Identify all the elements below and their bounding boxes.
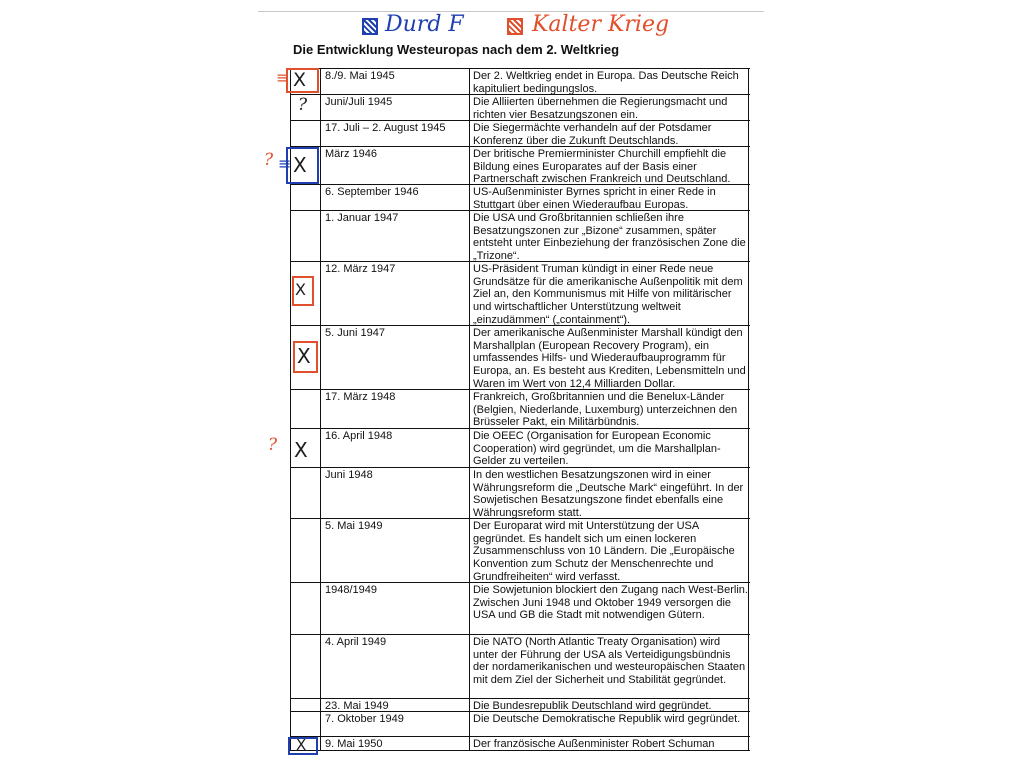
event-cell: In den westlichen Besatzungszonen wird in einer Währungsreform die „Deutsche Mark“ eingeführt. In der Sowjetischen Besatzungszone findet ebenfalls eine Währungsreform statt. bbox=[470, 468, 749, 518]
date-cell: 17. Juli – 2. August 1945 bbox=[321, 121, 470, 146]
mark-cell bbox=[291, 390, 321, 428]
event-cell: Der amerikanische Außenminister Marshall kündigt den Marshallplan (European Recovery Program), ein umfassendes Hilfs- und Wiederaufbauprogramm für Europa, an. Es besteht aus Krediten, Lebensmitteln und Waren im Wert von 12,4 Milliarden Dollar. bbox=[470, 326, 749, 389]
date-cell: 23. Mai 1949 bbox=[321, 699, 470, 711]
table-row bbox=[291, 583, 750, 635]
mark-cell bbox=[291, 185, 321, 210]
table-row bbox=[291, 429, 750, 468]
table-row bbox=[291, 262, 750, 326]
mark-cell bbox=[291, 583, 321, 634]
hatch-marks-icon: ≡ bbox=[276, 68, 290, 87]
date-cell: 17. März 1948 bbox=[321, 390, 470, 428]
event-cell: Der britische Premierminister Churchill empfiehlt die Bildung eines Europarates auf der Basis einer Partnerschaft zwischen Frankreich und Deutschland. bbox=[470, 147, 749, 184]
date-cell: 5. Mai 1949 bbox=[321, 519, 470, 582]
date-cell: 9. Mai 1950 bbox=[321, 737, 470, 750]
date-cell: 8./9. Mai 1945 bbox=[321, 69, 470, 94]
table-row bbox=[291, 185, 750, 211]
table-row bbox=[291, 519, 750, 583]
mark-cell bbox=[291, 468, 321, 518]
cross-mark-icon: X bbox=[297, 344, 311, 368]
mark-cell bbox=[291, 712, 321, 736]
date-cell: 4. April 1949 bbox=[321, 635, 470, 698]
date-cell: 7. Oktober 1949 bbox=[321, 712, 470, 736]
event-cell: Die Sowjetunion blockiert den Zugang nach West-Berlin. Zwischen Juni 1948 und Oktober 1949 versorgen die USA und GB die Stadt mit notwendigen Gütern. bbox=[470, 583, 749, 634]
event-cell: Die USA und Großbritannien schließen ihre Besatzungszonen zur „Bizone“ zusammen, später entsteht unter Einbeziehung der französischen Zone die „Trizone“. bbox=[470, 211, 749, 261]
event-cell: Der 2. Weltkrieg endet in Europa. Das Deutsche Reich kapituliert bedingungslos. bbox=[470, 69, 749, 94]
mark-cell bbox=[291, 635, 321, 698]
date-cell: Juni 1948 bbox=[321, 468, 470, 518]
table-row bbox=[291, 147, 750, 185]
date-cell: 6. September 1946 bbox=[321, 185, 470, 210]
date-cell: März 1946 bbox=[321, 147, 470, 184]
date-cell: 5. Juni 1947 bbox=[321, 326, 470, 389]
red-legend-label: Kalter Krieg bbox=[532, 12, 670, 37]
table-row bbox=[291, 69, 750, 95]
cross-mark-icon: X bbox=[294, 438, 308, 462]
table-row bbox=[291, 326, 750, 390]
page-top-rule bbox=[258, 11, 764, 12]
event-cell: Die Siegermächte verhandeln auf der Potsdamer Konferenz über die Zukunft Deutschlands. bbox=[470, 121, 749, 146]
event-cell: US-Außenminister Byrnes spricht in einer Rede in Stuttgart über einen Wiederaufbau Europas. bbox=[470, 185, 749, 210]
question-mark-icon: ? bbox=[268, 435, 278, 455]
table-row bbox=[291, 635, 750, 699]
table-row bbox=[291, 712, 750, 737]
red-legend-swatch bbox=[507, 18, 523, 35]
mark-cell bbox=[291, 211, 321, 261]
event-cell: Die NATO (North Atlantic Treaty Organisation) wird unter der Führung der USA als Verteidigungsbündnis der nordamerikanischen und westeuropäischen Staaten mit dem Ziel der Sicherheit und Stabilität gegründet. bbox=[470, 635, 749, 698]
date-cell: 1. Januar 1947 bbox=[321, 211, 470, 261]
question-mark-icon: ? bbox=[298, 95, 308, 115]
date-cell: Juni/Juli 1945 bbox=[321, 95, 470, 120]
table-row bbox=[291, 468, 750, 519]
blue-legend-label: Durd F bbox=[385, 12, 464, 37]
table-row bbox=[291, 95, 750, 121]
date-cell: 1948/1949 bbox=[321, 583, 470, 634]
timeline-table bbox=[290, 68, 750, 754]
date-cell: 12. März 1947 bbox=[321, 262, 470, 325]
event-cell: Der französische Außenminister Robert Schuman bbox=[470, 737, 749, 750]
document-title: Die Entwicklung Westeuropas nach dem 2. Weltkrieg bbox=[293, 42, 620, 57]
hatch-marks-icon: ≡ bbox=[278, 154, 292, 173]
event-cell: Der Europarat wird mit Unterstützung der USA gegründet. Es handelt sich um einen lockeren Zusammenschluss von 10 Ländern. Die „Europäische Konvention zum Schutz der Menschenrechte und Grundfreiheiten“ wird verfasst. bbox=[470, 519, 749, 582]
cross-mark-icon: X bbox=[293, 153, 307, 177]
table-row bbox=[291, 390, 750, 429]
table-row bbox=[291, 121, 750, 147]
question-mark-icon: ? bbox=[264, 150, 274, 170]
mark-cell bbox=[291, 121, 321, 146]
event-cell: Die Deutsche Demokratische Republik wird gegründet. bbox=[470, 712, 749, 736]
mark-cell bbox=[291, 699, 321, 711]
event-cell: US-Präsident Truman kündigt in einer Rede neue Grundsätze für die amerikanische Außenpolitik mit dem Ziel an, den Kommunismus mit Hilfe von militärischer und wirtschaftlicher Unterstützung weltweit „einzudämmen“ („containment“). bbox=[470, 262, 749, 325]
event-cell: Die Bundesrepublik Deutschland wird gegründet. bbox=[470, 699, 749, 711]
mark-cell bbox=[291, 519, 321, 582]
cross-mark-icon: X bbox=[293, 69, 307, 91]
event-cell: Frankreich, Großbritannien und die Benelux-Länder (Belgien, Niederlande, Luxemburg) unterzeichnen den Brüsseler Pakt, ein Militärbündnis. bbox=[470, 390, 749, 428]
table-row bbox=[291, 211, 750, 262]
blue-legend-swatch bbox=[362, 18, 378, 35]
table-row bbox=[291, 699, 750, 712]
cross-mark-icon: X bbox=[296, 736, 307, 754]
event-cell: Die OEEC (Organisation for European Economic Cooperation) wird gegründet, um die Marshallplan-Gelder zu verteilen. bbox=[470, 429, 749, 467]
event-cell: Die Alliierten übernehmen die Regierungsmacht und richten vier Besatzungszonen ein. bbox=[470, 95, 749, 120]
cross-mark-icon: X bbox=[295, 280, 306, 299]
table-row bbox=[291, 736, 750, 754]
date-cell: 16. April 1948 bbox=[321, 429, 470, 467]
